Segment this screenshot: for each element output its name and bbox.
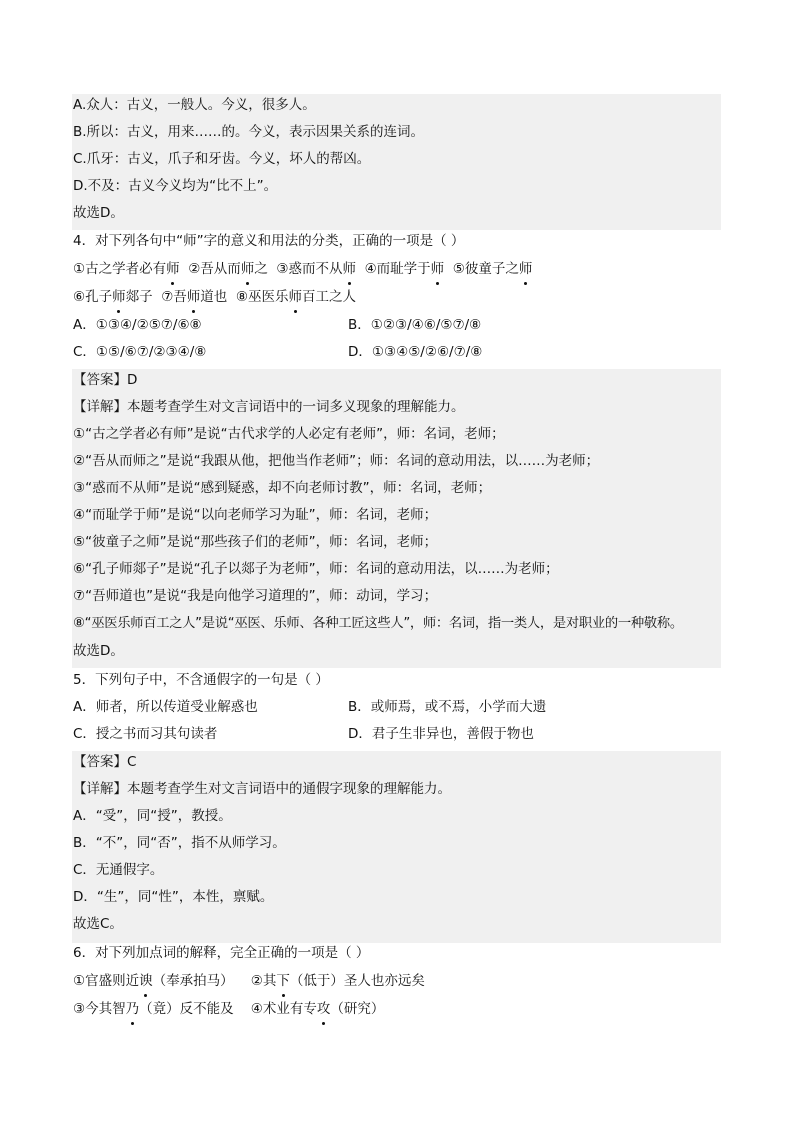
- q4-option-d: D．①③④⑤/②⑥/⑦/⑧: [348, 344, 483, 360]
- q6-item3-dotted-word: 乃: [126, 996, 140, 1023]
- q4-explanation-1: ①“古之学者必有师”是说“古代求学的人必定有老师”，师：名词，老师；: [73, 426, 505, 442]
- q4-s2-dotted-word: 师: [241, 256, 255, 283]
- q4-explanation-7: ⑦“吾师道也”是说“我是向他学习道理的”，师：动词，学习；: [73, 588, 438, 604]
- q4-conclusion: 故选D。: [73, 643, 124, 659]
- q5-answer-label: 【答案】: [73, 754, 127, 770]
- q5-answer: [73, 749, 136, 776]
- q6-item4-tail: （研究）: [330, 1001, 385, 1017]
- q5-explanation-a: A．“受”，同“授”，教授。: [73, 808, 232, 824]
- q4-s6-dotted-word: 师: [112, 284, 126, 311]
- q5-option-b: B．或师焉，或不焉，小学而大遗: [348, 699, 547, 715]
- q4-s6-text: ⑥孔子: [73, 289, 113, 305]
- q4-explanation-4: ④“而耻学于师”是说“以向老师学习为耻”，师：名词，老师；: [73, 507, 438, 523]
- q4-s2-text: ②吾从而: [179, 261, 241, 277]
- q6-items-line-1: [73, 968, 425, 995]
- q6-item4-dotted-word: 攻: [317, 996, 331, 1023]
- q3-option-d-explanation: D.不及：古义今义均为“比不上”。: [73, 178, 278, 194]
- q6-item2-dotted-word: 下: [276, 968, 290, 995]
- q6-item1-text: ①官盛则近: [73, 973, 140, 989]
- q4-stem: 4．对下列各句中“师”字的意义和用法的分类，正确的一项是（ ）: [73, 233, 465, 249]
- q4-detail: [73, 394, 465, 421]
- q5-conclusion: 故选C。: [73, 916, 123, 932]
- q4-s4-text: ④而耻学于: [355, 261, 431, 277]
- q3-option-a-explanation: A.众人：古义，一般人。今义，很多人。: [73, 97, 316, 113]
- q4-option-a: A．①③④/②⑤⑦/⑥⑧: [73, 317, 202, 333]
- q4-option-c: C．①⑤/⑥⑦/②③④/⑧: [73, 344, 207, 360]
- q6-item2-text: （奉承拍马） ②其: [152, 973, 277, 989]
- q3-option-c-explanation: C.爪牙：古义，爪子和牙齿。今义，坏人的帮凶。: [73, 151, 371, 167]
- q4-s5-text: ⑤彼童子之: [444, 261, 519, 277]
- q5-option-c: C．授之书而习其句读者: [73, 726, 218, 742]
- q6-item4-text: （竟）反不能及 ④术业有专: [139, 1001, 317, 1017]
- q4-sentences-line-2: [73, 284, 356, 311]
- q3-option-b-explanation: B.所以：古义，用来……的。今义，表示因果关系的连词。: [73, 124, 425, 140]
- q4-s5-dotted-word: 师: [519, 256, 533, 283]
- q4-detail-label: 【详解】: [73, 399, 127, 415]
- q4-answer-label: 【答案】: [73, 372, 127, 388]
- q6-item1-dotted-word: 谀: [139, 968, 153, 995]
- q5-explanation-b: B．“不”，同“否”，指不从师学习。: [73, 835, 286, 851]
- q4-answer-value: D: [127, 372, 138, 388]
- q4-s7-text: 郯子 ⑦吾: [125, 289, 187, 305]
- q4-explanation-6: ⑥“孔子师郯子”是说“孔子以郯子为老师”，师：名词的意动用法，以……为老师；: [73, 561, 559, 577]
- q6-item3-text: ③今其智: [73, 1001, 126, 1017]
- q5-explanation-d: D．“生”，同“性”，本性，禀赋。: [73, 889, 274, 905]
- q6-item2-tail: （低于）圣人也亦远矣: [289, 973, 425, 989]
- q4-s4-dotted-word: 师: [431, 256, 445, 283]
- q4-s1-dotted-word: 师: [166, 256, 180, 283]
- q4-explanation-8: ⑧“巫医乐师百工之人”是说“巫医、乐师、各种工匠这些人”，师：名词，指一类人，是对职业的一种敬称。: [73, 616, 683, 631]
- q4-option-b: B．①②③/④⑥/⑤⑦/⑧: [348, 317, 482, 333]
- q4-s1-text: ①古之学者必有: [73, 261, 167, 277]
- q6-items-line-2: [73, 996, 384, 1023]
- q5-detail-label: 【详解】: [73, 781, 127, 797]
- q3-conclusion: 故选D。: [73, 205, 124, 221]
- q4-s3-text: 之 ③惑而不从: [254, 261, 343, 277]
- q5-detail: [73, 776, 451, 803]
- q5-answer-value: C: [127, 754, 137, 770]
- q4-detail-text: 本题考查学生对文言词语中的一词多义现象的理解能力。: [127, 399, 465, 415]
- q5-detail-text: 本题考查学生对文言词语中的通假字现象的理解能力。: [127, 781, 451, 797]
- q4-s8-text: 道也 ⑧巫医乐: [200, 289, 289, 305]
- q5-option-d: D．君子生非异也，善假于物也: [348, 726, 534, 742]
- q5-option-a: A．师者，所以传道受业解惑也: [73, 699, 258, 715]
- q5-explanation-c: C．无通假字。: [73, 862, 164, 878]
- q4-answer: [73, 367, 137, 394]
- q4-s8-dotted-word: 师: [288, 284, 302, 311]
- q6-stem: 6．对下列加点词的解释，完全正确的一项是（ ）: [73, 945, 370, 961]
- q4-sentences-line-1: [73, 256, 532, 283]
- q4-explanation-5: ⑤“彼童子之师”是说“那些孩子们的老师”，师：名词，老师；: [73, 534, 438, 550]
- q4-explanation-3: ③“惑而不从师”是说“感到疑惑，却不向老师讨教”，师：名词，老师；: [73, 480, 492, 496]
- q4-s3-dotted-word: 师: [342, 256, 356, 283]
- q4-s8-tail: 百工之人: [301, 289, 356, 305]
- q4-s7-dotted-word: 师: [187, 284, 201, 311]
- q4-explanation-2: ②“吾从而师之”是说“我跟从他，把他当作老师”；师：名词的意动用法，以……为老师；: [73, 453, 600, 469]
- q5-stem: 5．下列句子中，不含通假字的一句是（ ）: [73, 672, 329, 688]
